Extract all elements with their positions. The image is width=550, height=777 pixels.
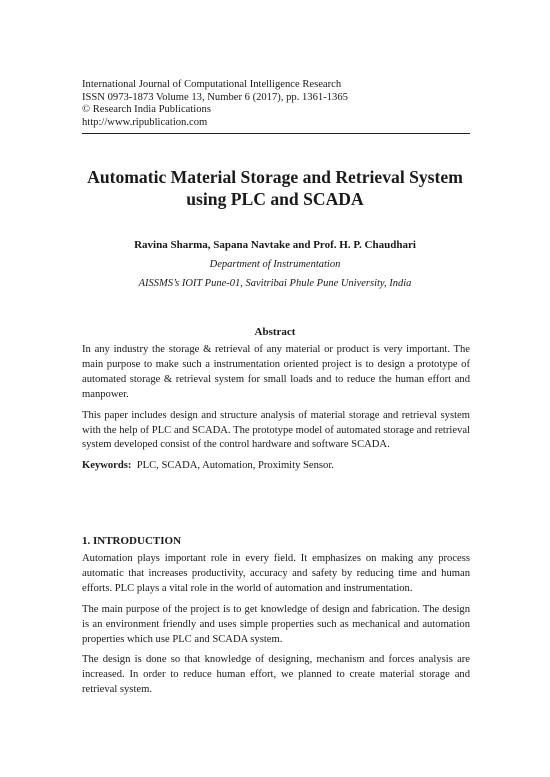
abstract-heading: Abstract [254,326,296,338]
keywords-line [82,459,470,473]
department: Department of Instrumentation [209,259,341,270]
journal-issn: ISSN 0973-1873 Volume 13, Number 6 (2017), pp. 1361-1365 [82,91,348,103]
journal-name: International Journal of Computational Intelligence Research [82,79,342,90]
keywords-text: PLC, SCADA, Automation, Proximity Sensor. [136,460,334,472]
keywords-label: Keywords: [82,460,132,472]
abstract-body [82,343,470,479]
title-line-2: using PLC and SCADA [186,189,364,209]
journal-url: http://www.ripublication.com [82,116,208,128]
journal-header [82,79,470,129]
author-list: Ravina Sharma, Sapana Navtake and Prof. H. P. Chaudhari [134,239,416,251]
paper-title [60,166,490,210]
header-divider [82,133,470,134]
introduction-body [82,552,470,704]
introduction-paragraph-1: Automation plays important role in every field. It emphasizes on making any process automatic that increases productivity, accuracy and safety by reducing time and human efforts. PLC plays a vital role in the world of automation and instrumentation. [82,553,470,594]
introduction-heading: 1. INTRODUCTION [82,535,182,547]
institute: AISSMS’s IOIT Pune-01, Savitribai Phule Pune University, India [138,278,412,289]
introduction-paragraph-2: The main purpose of the project is to get knowledge of design and fabrication. The design is an environment friendly and uses simple properties such as mechanical and automation properties which use PLC and SCADA system. [82,603,470,645]
abstract-paragraph-2: This paper includes design and structure analysis of material storage and retrieval system with the help of PLC and SCADA. The prototype model of automated storage and retrieval system developed consist of the control hardware and software SCADA. [82,409,470,451]
abstract-paragraph-1: In any industry the storage & retrieval of any material or product is very important. The main purpose to make such a instrumentation oriented project is to design a prototype of automated storage & retrieval system for small loads and to reduce the human effort and manpower. [82,344,470,400]
introduction-paragraph-3: The design is done so that knowledge of designing, mechanism and forces analysis are increased. In order to reduce human effort, we planned to create material storage and retrieval system. [82,654,470,696]
journal-publisher: © Research India Publications [82,104,211,116]
title-line-1: Automatic Material Storage and Retrieval System [87,167,463,187]
